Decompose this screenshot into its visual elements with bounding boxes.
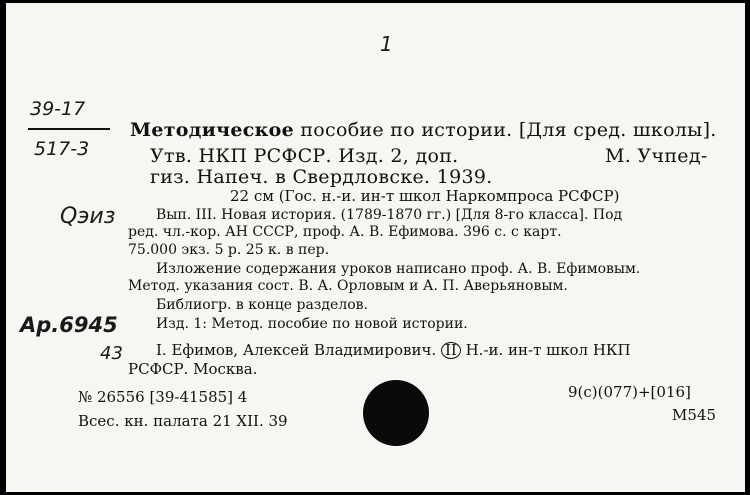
top-mark: 1	[380, 32, 393, 56]
card-number: № 26556 [39-41585] 4	[78, 388, 248, 406]
book-chamber-line: Всес. кн. палата 21 XII. 39	[78, 412, 288, 430]
note-line-1: Изложение содержания уроков написано проф. А. В. Ефимовым.	[156, 261, 641, 277]
accession-number: Ар.6945	[20, 313, 118, 337]
shelf-mark-rule	[28, 128, 110, 130]
tracing-line	[156, 342, 631, 359]
note-line-2: Метод. указания сост. В. А. Орловым и А. П. Аверьяновым.	[128, 278, 568, 294]
shelf-mark-top: 39-17	[30, 98, 86, 120]
size-line: 22 см (Гос. н.-и. ин-т школ Наркомпроса РСФСР)	[230, 187, 620, 205]
title-line-3: гиз. Напеч. в Свердловске. 1939.	[150, 166, 493, 188]
classification-index: 9(с)(077)+[016]	[568, 383, 691, 401]
tracing-line-2: РСФСР. Москва.	[128, 360, 258, 378]
bibliography-line: Библиогр. в конце разделов.	[156, 297, 368, 313]
punch-hole	[363, 380, 429, 446]
tracing-number-circle: II	[441, 342, 461, 359]
editor-line: ред. чл.-кор. АН СССР, проф. А. В. Ефимова. 396 с. с карт.	[128, 224, 562, 240]
scan-border-left	[0, 0, 6, 495]
publisher-place: М. Учпед-	[605, 145, 708, 167]
tracing-author: I. Ефимов, Алексей Владимирович.	[156, 341, 437, 359]
handwritten-mark: Qэиз	[60, 204, 116, 229]
title-main: Методическое	[130, 119, 294, 141]
shelf-mark-bottom: 517-3	[34, 138, 90, 160]
scan-border-top	[0, 0, 750, 3]
volume-line: Вып. III. Новая история. (1789-1870 гг.) [Для 8-го класса]. Под	[156, 207, 623, 223]
title-rest: пособие по истории. [Для сред. школы].	[300, 119, 717, 141]
accession-sub: 43	[100, 343, 123, 364]
scan-border-right	[745, 0, 750, 495]
edition-size-line: 75.000 экз. 5 р. 25 к. в пер.	[128, 242, 330, 258]
title-line-1	[130, 121, 717, 140]
first-edition-line: Изд. 1: Метод. пособие по новой истории.	[156, 316, 468, 332]
tracing-institution: Н.-и. ин-т школ НКП	[465, 341, 631, 359]
title-line-2: Утв. НКП РСФСР. Изд. 2, доп.	[150, 145, 459, 167]
cutter-number: М545	[672, 406, 716, 424]
